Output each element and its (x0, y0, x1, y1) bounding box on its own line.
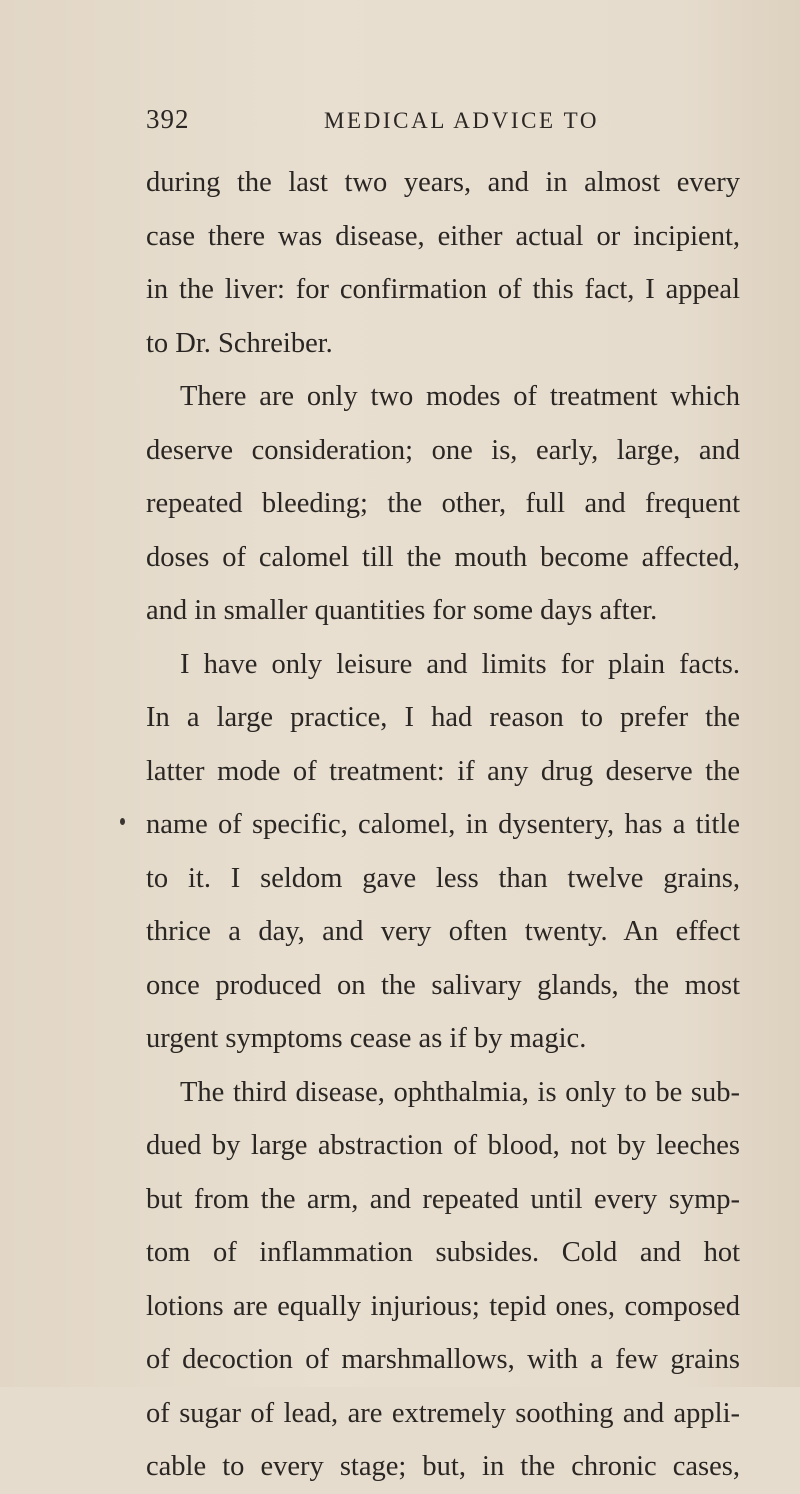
text-line: cable to every stage; but, in the chronic cases, (146, 1451, 740, 1482)
text-line: repeated bleeding; the other, full and frequent (146, 488, 740, 519)
text-line: name of specific, calomel, in dysentery, has a title (146, 809, 740, 840)
text-line: once produced on the salivary glands, the most (146, 969, 740, 1001)
text-line: during the last two years, and in almost every (146, 167, 740, 198)
text-line: doses of calomel till the mouth become affected, (146, 541, 740, 573)
text-line: urgent symptoms cease as if by magic. (146, 1023, 587, 1054)
body-text (146, 156, 740, 1494)
text-line: tom of inflammation subsides. Cold and hot (146, 1237, 740, 1268)
text-line: The third disease, ophthalmia, is only to be sub- (180, 1076, 740, 1108)
text-line: I have only leisure and limits for plain facts. (180, 648, 740, 680)
text-line: in the liver: for confirmation of this fact, I appeal (146, 274, 740, 305)
text-line: There are only two modes of treatment which (180, 381, 740, 412)
text-line: latter mode of treatment: if any drug deserve the (146, 755, 740, 787)
text-line: to Dr. Schreiber. (146, 327, 333, 359)
page-header (146, 104, 740, 140)
text-line: of decoction of marshmallows, with a few grains (146, 1344, 740, 1375)
text-line: to it. I seldom gave less than twelve grains, (146, 862, 740, 894)
margin-mark (120, 818, 125, 825)
text-line: deserve consideration; one is, early, large, and (146, 434, 740, 466)
page-number: 392 (146, 104, 190, 134)
text-line: and in smaller quantities for some days after. (146, 595, 658, 626)
text-line: but from the arm, and repeated until every symp- (146, 1183, 740, 1215)
text-line: case there was disease, either actual or incipient, (146, 220, 740, 252)
text-line: thrice a day, and very often twenty. An effect (146, 916, 740, 947)
text-line: In a large practice, I had reason to prefer the (146, 702, 740, 733)
text-line: dued by large abstraction of blood, not by leeches (146, 1130, 740, 1161)
text-line: lotions are equally injurious; tepid ones, composed (146, 1290, 740, 1322)
text-line: of sugar of lead, are extremely soothing and appli- (146, 1397, 740, 1429)
running-head: MEDICAL ADVICE TO (324, 108, 600, 133)
